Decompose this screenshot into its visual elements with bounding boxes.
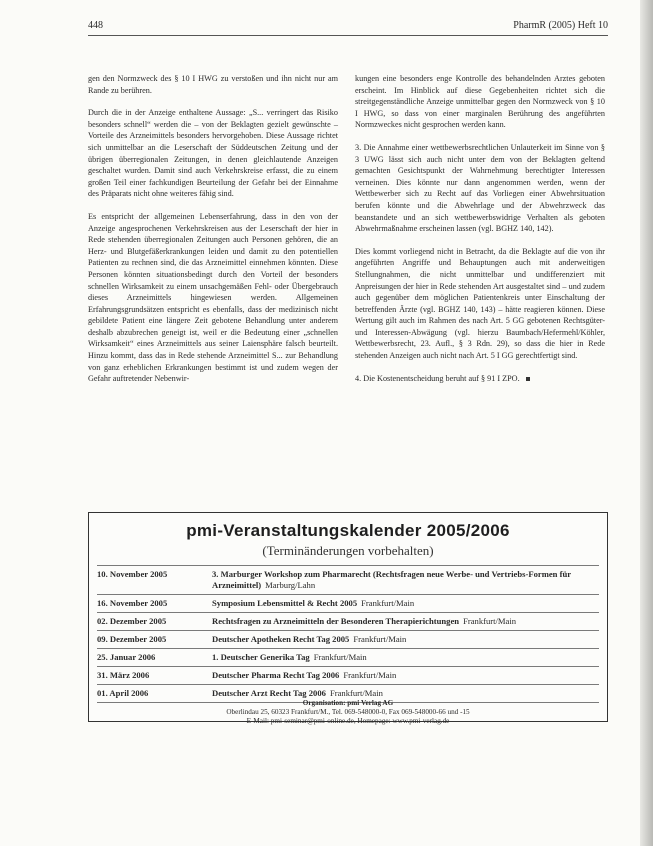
event-place: Marburg/Lahn [265,580,316,590]
event-calendar-box [88,512,608,725]
event-text [212,598,599,609]
event-row [97,594,599,612]
paragraph: 3. Die Annahme einer wettbewerbsrechtlichen Unlauterkeit im Sinne von § 3 UWG lässt sich auch nicht unter dem von der Beklagten geltend gemachten Gesichtspunkt der Wahrnehmung berechtigter Interessen verneinen. Dies könnte nur dann angenommen werden, wenn der Wettbewerber sich zu Recht auf das Vorliegen einer Abwehrsituation berufen könnte und die Abwehrlage und der Abwehrzweck das beanstandete und an sich wettbewerbswidrige Verhalten als geboten Abwehrmaßnahme erscheinen lassen (vgl. BGHZ 140, 142). [355,142,605,234]
event-text [212,652,599,663]
event-place: Frankfurt/Main [343,670,397,680]
event-row [97,666,599,684]
page-edge-shadow [640,0,653,846]
event-text [212,688,599,699]
event-name: Deutscher Apotheken Recht Tag 2005 [212,634,350,644]
event-name: Symposium Lebensmittel & Recht 2005 [212,598,358,608]
header-rule [88,35,608,36]
paragraph: gen den Normzweck des § 10 I HWG zu verstoßen und ihn nicht nur am Rande zu berühren. [88,74,338,95]
calendar-title: pmi-Veranstaltungskalender 2005/2006 [186,521,510,540]
event-row [97,648,599,666]
event-text [212,670,599,681]
event-text [212,634,599,645]
organizer-label: Organisation: pmi Verlag AG [302,699,394,707]
paragraph: Dies kommt vorliegend nicht in Betracht, da die Beklagte auf die von ihr angeführten Angriffe und Behauptungen auch mit anderweitigen Stellungnahmen, die nicht unmittelbar und undifferenziert mit Anpreisungen der hier in Rede stehenden Art ausgestaltet sind – und zudem auch gegenüber dem möglichen Patientenkreis unter Einschaltung der betreffenden Ärzte (vgl. BGHZ 140, 143) – hätte reagieren können. Diese Wertung gilt auch im Rahmen des nach Art. 5 GG gebotenen Rechtsgüter- und Interessen-Abwägung (vgl. hierzu Baumbach/Hefermehl/Köhler, Wettbewerbsrecht, 23. Aufl., § 3 Rdn. 29), so dass die hier in Rede stehenden Anzeigen auch nicht nach Art. 5 I GG gerechtfertigt sind. [355,246,605,361]
page-header [88,18,608,36]
journal-reference: PharmR (2005) Heft 10 [513,20,608,31]
event-place: Frankfurt/Main [361,598,415,608]
event-row [97,565,599,594]
event-name: 1. Deutscher Generika Tag [212,652,310,662]
event-name: 3. Marburger Workshop zum Pharmarecht (Rechtsfragen neue Werbe- und Vertriebs-Formen für Arzneimittel) [212,569,571,590]
event-date: 01. April 2006 [97,688,149,698]
event-place: Frankfurt/Main [353,634,407,644]
event-date: 09. Dezember 2005 [97,634,167,644]
event-text [212,616,599,627]
event-place: Frankfurt/Main [329,688,383,698]
event-date: 25. Januar 2006 [97,652,156,662]
end-square-icon [526,377,530,381]
paragraph-final [355,373,605,385]
paragraph: kungen eine besonders enge Kontrolle des behandelnden Arztes geboten erscheint. Im Hinblick auf diese Gegebenheiten richtet sich die streitgegenständliche Anzeige unmittelbar gegen den Normzweck von § 10 I HWG, so dass von einer marginalen Berührung des angeführten Normzweckes nicht gesprochen werden kann. [355,74,605,130]
event-place: Frankfurt/Main [463,616,517,626]
calendar-subtitle: (Terminänderungen vorbehalten) [262,543,434,558]
event-date: 10. November 2005 [97,569,168,579]
event-place: Frankfurt/Main [313,652,367,662]
event-date: 31. März 2006 [97,670,150,680]
event-name: Deutscher Arzt Recht Tag 2006 [212,688,326,698]
event-name: Deutscher Pharma Recht Tag 2006 [212,670,340,680]
paragraph: Es entspricht der allgemeinen Lebenserfahrung, dass in den von der Anzeige angesprochenen Verkehrskreisen aus der Leserschaft der hier in Rede stehenden überregionalen Zeitungen auch Personen gehören, die an Herz- und Blutgefäßerkrankungen leiden und damit zu den potentiellen Patienten zu rechnen sind, die das Arzneimittel einnehmen könnten. Diese Personen könnten situationsbedingt durch den Vorteil der besonders schnellen Wirksamkeit zu einem unsachgemäßen Fehl- oder Übergebrauch dieses Arzneimittels hingewiesen werden. Allgemeinen Erfahrungsgrundsätzen entspricht es ebenfalls, dass der medizinisch nicht gebildete Patient eine längere Zeit gebotene Behandlung unter anderem deshalb abzubrechen geneigt ist, weil er die Bedeutung einer „schnellen Wirksamkeit“ eines Arzneimittels aus seiner Laiensphäre falsch beurteilt. Hinzu kommt, dass das in Rede stehende Arzneimittel S... zur Behandlung von ganz erheblichen Erkrankungen bestimmt ist und zudem wegen der Gefahr auftretender Nebenwir- [88,211,338,384]
event-date: 02. Dezember 2005 [97,616,167,626]
event-name: Rechtsfragen zu Arzneimitteln der Besonderen Therapierichtungen [212,616,460,626]
right-column [355,73,605,395]
event-row [97,630,599,648]
organizer-address: Oberlindau 25, 60323 Frankfurt/M., Tel. 069-548000-0, Fax 069-548000-66 und -15 [226,708,470,716]
organizer-contact: E-Mail: pmi-seminar@pmi-online.de, Homepage: www.pmi-verlag.de [246,717,450,725]
left-column [88,73,338,396]
paragraph-text: 4. Die Kostenentscheidung beruht auf § 91 I ZPO. [355,373,520,383]
organizer-info [89,699,607,726]
event-list [97,565,599,703]
event-row [97,612,599,630]
page-number: 448 [88,20,103,31]
paragraph: Durch die in der Anzeige enthaltene Aussage: „S... verringert das Risiko besonders schnell“ werden die – von der Beklagten gezielt gewünschte – Vorteile des Arzneimittels besonders hervorgehoben. Diese Aussage richtet sich unmittelbar an die Leserschaft der Süddeutschen Zeitung und der übrigen überregionalen Zeitungen, in denen gleichlautende Anzeigen geschaltet wurden. Damit sind auch Verkehrskreise erfasst, die zu einem großen Teil einer fachkundigen Beurteilung der Gefahr bei der Einnahme des Präparats nicht ohne weiteres fähig sind. [88,108,338,199]
event-text [212,569,599,591]
event-date: 16. November 2005 [97,598,168,608]
